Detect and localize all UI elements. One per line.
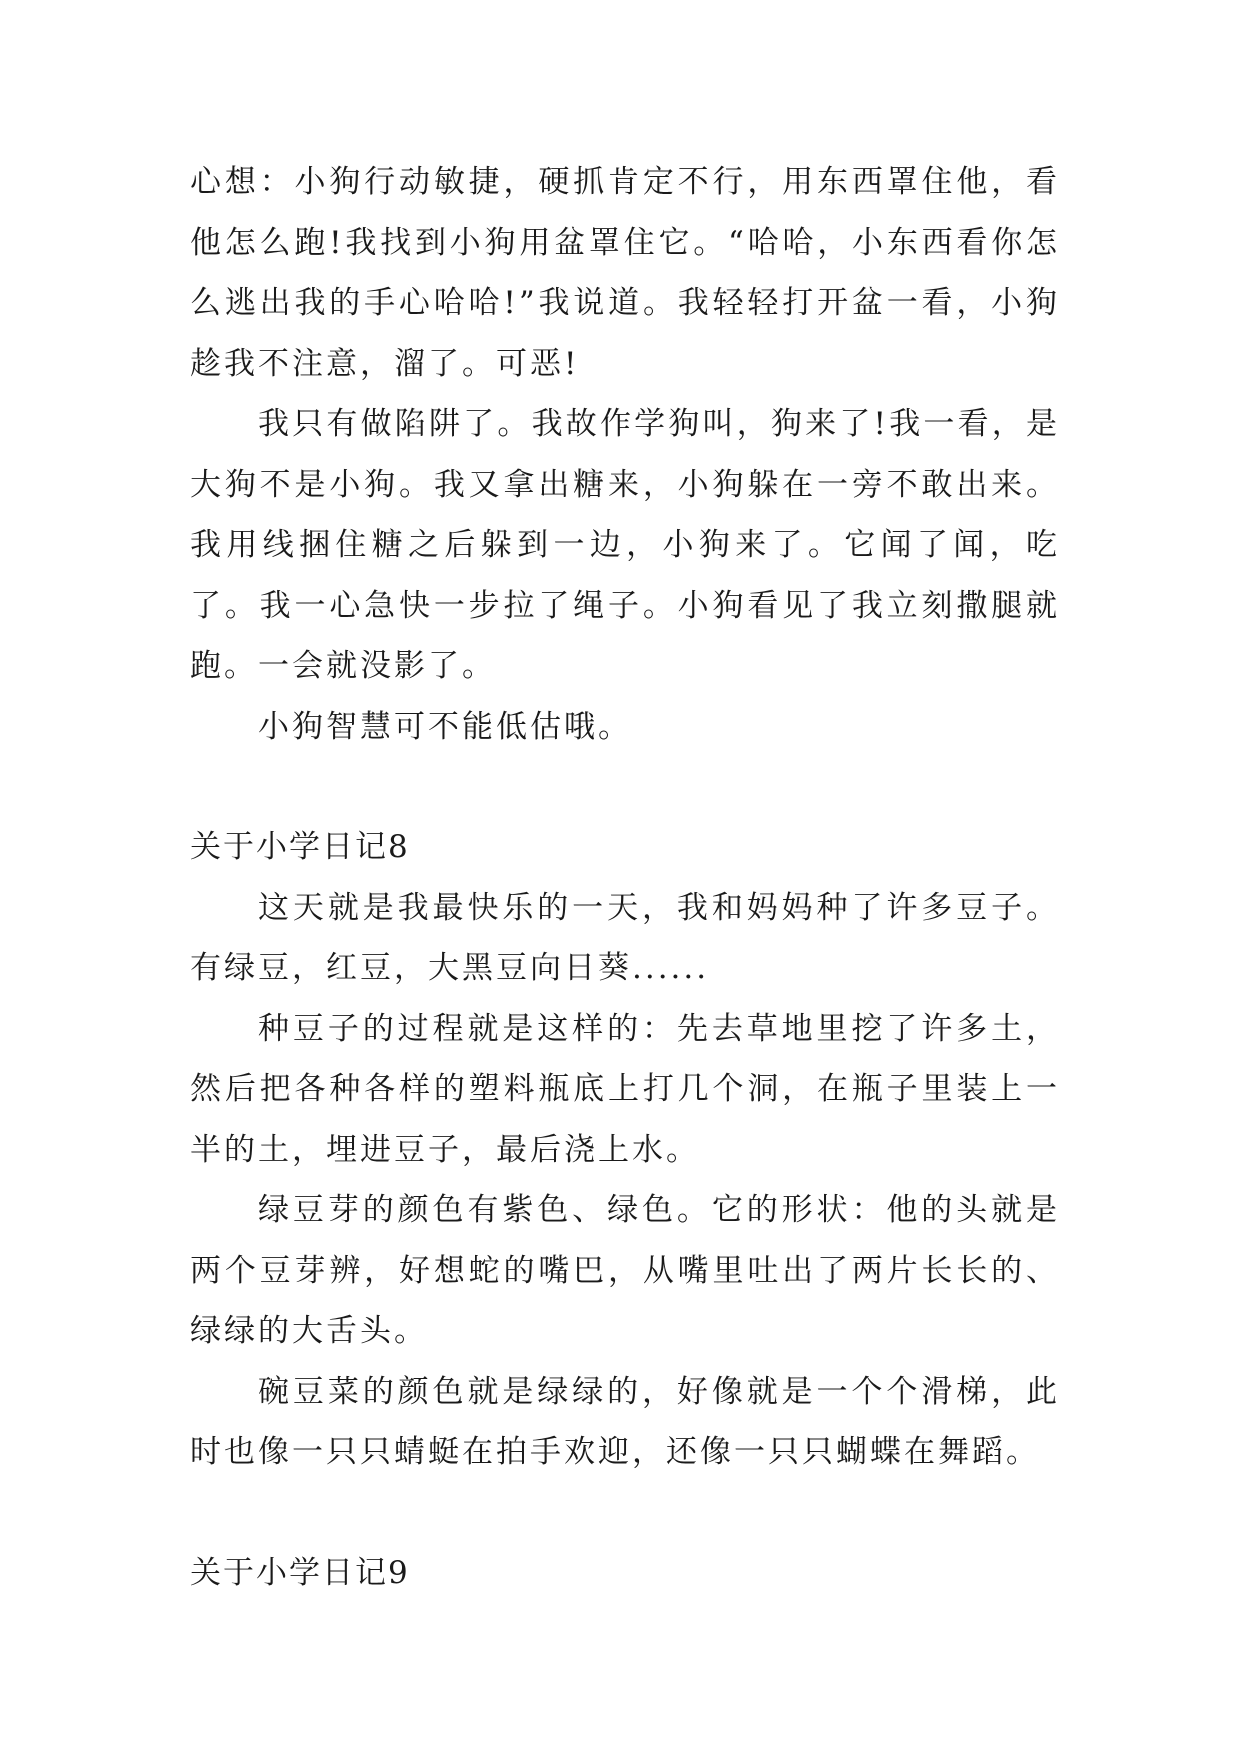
paragraph: 种豆子的过程就是这样的：先去草地里挖了许多土，然后把各种各样的塑料瓶底上打几个洞，在瓶子里装上一半的土，埋进豆子，最后浇上水。 bbox=[190, 1010, 1060, 1168]
paragraph: 这天就是我最快乐的一天，我和妈妈种了许多豆子。有绿豆，红豆，大黑豆向日葵...... bbox=[190, 889, 1060, 986]
paragraph: 心想：小狗行动敏捷，硬抓肯定不行，用东西罩住他，看他怎么跑!我找到小狗用盆罩住它。“哈哈，小东西看你怎么逃出我的手心哈哈!”我说道。我轻轻打开盆一看，小狗趁我不注意，溜了。可恶! bbox=[190, 164, 1060, 382]
paragraph: 绿豆芽的颜色有紫色、绿色。它的形状：他的头就是两个豆芽辨，好想蛇的嘴巴，从嘴里吐出了两片长长的、绿绿的大舌头。 bbox=[190, 1192, 1060, 1349]
document-page bbox=[190, 152, 1060, 1603]
section-gap bbox=[190, 757, 1060, 817]
section-heading: 关于小学日记8 bbox=[190, 829, 410, 865]
section-heading: 关于小学日记9 bbox=[190, 1554, 410, 1591]
paragraph: 碗豆菜的颜色就是绿绿的，好像就是一个个滑梯，此时也像一只只蜻蜓在拍手欢迎，还像一只只蝴蝶在舞蹈。 bbox=[190, 1373, 1060, 1470]
paragraph: 我只有做陷阱了。我故作学狗叫，狗来了!我一看，是大狗不是小狗。我又拿出糖来，小狗躲在一旁不敢出来。我用线捆住糖之后躲到一边，小狗来了。它闻了闻，吃了。我一心急快一步拉了绳子。小狗看见了我立刻撒腿就跑。一会就没影了。 bbox=[190, 406, 1060, 684]
paragraph: 小狗智慧可不能低估哦。 bbox=[258, 708, 632, 745]
section-gap bbox=[190, 1483, 1060, 1543]
